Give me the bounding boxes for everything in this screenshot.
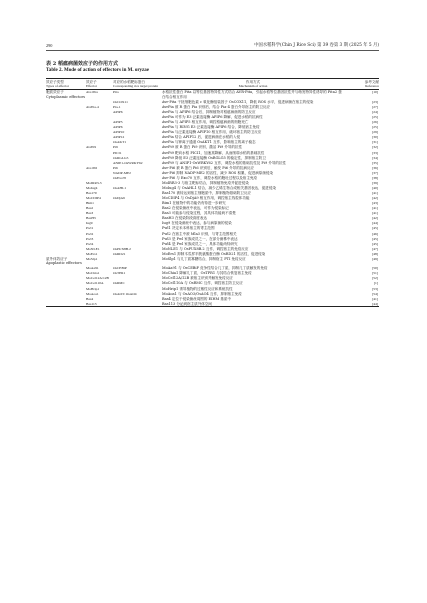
cell-reference: [48] xyxy=(372,251,378,256)
cell-mechanism: MoChia1 降解几丁质，OsTPR1 与其结合恢复宿主免疫 xyxy=(162,271,252,276)
cell-target-protein: OsRMC xyxy=(113,281,125,286)
cell-reference: [42] xyxy=(372,196,378,201)
cell-reference: [10] xyxy=(372,90,378,95)
cell-mechanism: Pwl2 在宿主中被 Mla3 识别，与寄主范围相关 xyxy=(162,231,237,236)
cell-reference: [37] xyxy=(372,170,378,175)
cell-target-protein: ANIP1-OsWRKY62 xyxy=(113,160,143,165)
cell-reference: [49] xyxy=(372,256,378,261)
cell-effector-name: Avr-Pita xyxy=(86,90,98,95)
col-header-type xyxy=(46,79,86,90)
cell-reference: [25] xyxy=(372,115,378,120)
cell-effector-name: MoHrip1 xyxy=(86,286,100,291)
cell-target-protein: OsAKT1 xyxy=(113,140,127,145)
cell-reference: [54] xyxy=(372,291,378,296)
cell-mechanism: AvrPia 可作为 E3 泛素连接酶 APIP6 降解，促进水稻的抗病性 xyxy=(162,115,263,120)
col-header-mechanism-en: Mechanism of action xyxy=(238,83,268,88)
cell-mechanism: AvrPia 被 R 蛋白 Pia 识别后，结合 Pia-4 蛋白介导宿主的防卫反应 xyxy=(162,104,270,109)
cell-effector-name: MoAoa1 xyxy=(86,291,99,296)
cell-mechanism: AvrPi9 降低 E3 泛素连接酶 OsRGLG5 的稳定性，抑制宿主防卫 xyxy=(162,155,266,160)
cell-mechanism: AvrPi9 靶向水稻 PICI1，加速其降解，从而削弱水稻的基础抗性 xyxy=(162,150,265,155)
cell-effector-name: Bim1 xyxy=(86,201,94,206)
cell-mechanism: BasH3 在侵染阶段高度表达 xyxy=(162,216,207,221)
table-body xyxy=(46,90,379,307)
cell-mechanism: MoAa91 与 OsCEBiP 竞争性结合几丁质，抑制几丁质触发的免疫 xyxy=(162,266,268,271)
cell-effector-name: Bas3 xyxy=(86,211,94,216)
cell-mechanism: Iug9 在侵染菌丝中表达，参与病原菌的侵染 xyxy=(162,221,232,226)
cell-target-protein xyxy=(113,301,162,307)
cell-mechanism: Avr-Pi6 被 R 蛋白 Pi6 识别后，触发 Pi6 介导的抗病反应 xyxy=(162,165,254,170)
cell-reference: [45] xyxy=(372,241,378,246)
cell-target-protein: APIP5 xyxy=(113,120,123,125)
col-header-effector xyxy=(86,79,113,90)
cell-mechanism: MoAoa1 与 OsAO3/OsAO4 互作，抑制宿主免疫 xyxy=(162,291,242,296)
cell-target-protein: OsRD21 xyxy=(113,251,126,256)
cell-reference: [36] xyxy=(372,165,378,170)
cell-effector-name: Bas170 xyxy=(86,191,97,196)
cell-target-protein: Pi9 xyxy=(113,145,118,150)
cell-target-protein: OsPUX8B.2 xyxy=(113,246,131,251)
cell-mechanism: MoIRR3-3 与宿主靶标结合，抑制植物免疫并促进侵染 xyxy=(162,180,249,185)
cell-reference: [38] xyxy=(372,175,378,180)
cell-effector-name: MoErs1 xyxy=(86,251,98,256)
cell-effector-name: Bas4 xyxy=(86,296,94,301)
cell-effector-name: BasH3 xyxy=(86,216,96,221)
cell-reference: [44] xyxy=(344,301,379,307)
cell-effector-name: MoCel12A/12B xyxy=(86,276,109,281)
cell-reference: [39] xyxy=(372,180,378,185)
journal-running-head: 中国水稻科学(Chin J Rice Sci) 第 39 卷第 3 期 (2025 年 5 月) xyxy=(254,43,379,48)
cell-mechanism: MoCel12A/12B 被宿主识别并触发免疫反应 xyxy=(162,276,233,281)
cell-reference: [31] xyxy=(372,140,378,145)
cell-mechanism: Pwl4 是 Pwl 家族成员之一，具体功能尚待研究 xyxy=(162,241,238,246)
cell-effector-name: Iug9 xyxy=(86,221,93,226)
col-header-reference xyxy=(344,79,379,90)
cell-reference: [41] xyxy=(372,206,378,211)
cell-reference: [41] xyxy=(372,191,378,196)
table-header xyxy=(46,79,379,90)
cell-mechanism: MoNLE1 与 OsPUX8B.2 互作，调控宿主的免疫反应 xyxy=(162,246,249,251)
cell-effector-name: MoCel110A xyxy=(86,281,104,286)
cell-mechanism: Bas2 在侵染菌丝中表达，可作为侵染标记 xyxy=(162,206,229,211)
cell-mechanism: AvrPia 与 APIP5 相互作用，调控稻瘟病菌的细胞死亡 xyxy=(162,120,249,125)
table-row xyxy=(46,90,379,100)
cell-effector-name: MoNLE1 xyxy=(86,246,100,251)
cell-mechanism: MoSlp1 与几丁质寡糖结合，抑制宿主 PTI 免疫反应 xyxy=(162,256,246,261)
table-row xyxy=(46,301,379,307)
cell-reference: [30] xyxy=(372,135,378,140)
cell-target-protein: APIP6 xyxy=(113,125,123,130)
cell-effector-name: Avr-Pi6 xyxy=(86,165,98,170)
cell-target-protein xyxy=(113,257,162,266)
cell-reference: [23] xyxy=(372,99,378,104)
col-header-target-en: Corresponding rice target protein xyxy=(113,83,159,88)
cell-target-protein: OsTPR1 xyxy=(113,271,126,276)
cell-reference: [46] xyxy=(372,231,378,236)
col-header-reference-en: Reference xyxy=(365,83,379,88)
cell-reference: [43] xyxy=(372,201,378,206)
cell-target-protein: APIP12 xyxy=(113,135,125,140)
cell-effector-name: MoIug4 xyxy=(86,185,98,190)
cell-reference: [34] xyxy=(372,155,378,160)
col-header-type-cn: 效应子类型 xyxy=(46,79,64,84)
cell-effector-name: AvrPia-4 xyxy=(86,104,99,109)
cell-reference: [41] xyxy=(372,296,378,301)
cell-target-protein: OsAHL1 xyxy=(113,185,127,190)
cell-mechanism: Bas4 定位于侵染菌丝周围的 EIHM 基质中 xyxy=(162,296,232,301)
table-caption-cn: 表 2 稻瘟病菌效应子的作用方式 xyxy=(46,61,118,67)
col-header-type-en: Types of effector xyxy=(46,83,70,88)
cell-mechanism: Bas3 可能参与侵染过程，其具体功能尚不清楚 xyxy=(162,211,236,216)
cell-reference: [51] xyxy=(372,271,378,276)
cell-effector-type: 质外体效应子 Apoplastic effectors xyxy=(46,256,82,266)
cell-effector-type: 胞质效应子 Cytoplasmic effectors xyxy=(46,90,86,99)
cell-target-protein: OsCEBiP xyxy=(113,266,127,271)
cell-reference: [32] xyxy=(372,145,378,150)
cell-mechanism: AvrPia 与泛素连接酶 APIP10 相互作用，破坏宿主的防卫反应 xyxy=(162,130,262,135)
cell-reference: [47] xyxy=(372,246,378,251)
cell-target-protein: Pita xyxy=(113,90,119,95)
cell-mechanism: Pwl1 决定禾本科宿主的寄主范围 xyxy=(162,226,215,231)
cell-mechanism: Avr-Pita 干扰细胞色素 c 氧化酶组装因子 OsCOX11，降低 ROS 水平，促进病菌在宿主的侵染 xyxy=(162,99,314,104)
cell-mechanism: MoCDIP4 与 OsDjA9 相互作用，调控宿主线粒体功能 xyxy=(162,196,250,201)
page-header xyxy=(0,0,427,56)
cell-mechanism: Pwl3 是 Pwl 家族成员之一，在部分菌株中表达 xyxy=(162,236,238,241)
cell-effector-name: Pwl3 xyxy=(86,236,94,241)
cell-target-protein: OsDjA9 xyxy=(113,196,125,201)
cell-effector-name: Bas2 xyxy=(86,206,94,211)
cell-mechanism: Avr-Pi6 抑制 NADP-ME2 的活性，减少 ROS 积累，促进病原菌侵染 xyxy=(162,170,273,175)
col-header-effector-en: Effector xyxy=(86,83,98,88)
cell-effector-name: Pwl4 xyxy=(86,241,94,246)
col-header-mechanism xyxy=(162,79,344,90)
cell-mechanism: AvrPi9 与 ANIP1-OsWRKY62 互作，调控水稻的基础抗性及 Pi9 介导的抗性 xyxy=(162,160,287,165)
cell-mechanism: AvrPia 结合 APIP12 后，促进病菌在水稻的入侵 xyxy=(162,135,241,140)
table-caption-en: Table 2. Mode of action of effectors in M. oryzae xyxy=(46,68,149,73)
cell-target-protein: Pia-1 xyxy=(113,104,121,109)
cell-target-protein: PICI1 xyxy=(113,150,122,155)
col-header-target xyxy=(113,79,162,90)
header-rule xyxy=(46,50,379,51)
cell-mechanism: MoHrip1 诱导植物的过敏性反应和系统抗性 xyxy=(162,286,233,291)
cell-target-protein: APIP10 xyxy=(113,130,125,135)
cell-mechanism: Bim1 在植物中的功能仍有待进一步研究 xyxy=(162,201,226,206)
cell-effector-name: Pwl1 xyxy=(86,226,94,231)
cell-effector-name: Bas113 xyxy=(86,301,113,307)
cell-mechanism: AvrPia 与 APIP6 结合后，抑制植物对稻瘟病菌的防卫反应 xyxy=(162,110,256,115)
cell-target-protein: OsCOX11 xyxy=(113,99,128,104)
cell-mechanism: MoCel110A 与 OsRMC 互作，调控宿主防卫反应 xyxy=(162,281,243,286)
cell-mechanism: AvrPia 与钾离子通道 OsAKT1 互作，影响宿主的离子稳态 xyxy=(162,140,256,145)
col-header-reference-cn: 参考文献 xyxy=(364,79,379,84)
col-header-target-cn: 对应的水稻靶标蛋白 xyxy=(113,79,145,84)
cell-effector-type xyxy=(46,301,86,307)
cell-reference: [41] xyxy=(372,211,378,216)
cell-reference: [33] xyxy=(372,150,378,155)
cell-mechanism: AvrPi9 被 R 蛋白 Pi9 识别，激活 Pi9 介导的抗性 xyxy=(162,145,243,150)
cell-effector-name: MoAa91 xyxy=(86,266,99,271)
cell-effector-name: MoChia1 xyxy=(86,271,100,276)
cell-effector-name: Pwl2 xyxy=(86,231,94,236)
cell-mechanism: Bas170 被转运到宿主细胞质中，抑制植物基础防卫反应 xyxy=(162,191,251,196)
cell-mechanism: 水稻抗性蛋白 Pita 以等位基因特异性方式结合 AVR-Pita，引起水稻等位基因抗性并与萌发特异性诱导的 Pita2 蛋白结合相互作用 xyxy=(162,90,342,99)
effector-table xyxy=(46,78,379,307)
cell-reference: [44] xyxy=(372,221,378,226)
cell-mechanism: MoErs1 抑制木瓜样半胱氨酸蛋白酶 OsRD21 的活性，促进侵染 xyxy=(162,251,266,256)
col-header-effector-cn: 效应子 xyxy=(86,79,97,84)
cell-effector-name: MoIRR3-3 xyxy=(86,180,102,185)
cell-reference: [29] xyxy=(372,130,378,135)
cell-effector-name: MoSlp1 xyxy=(86,256,98,261)
cell-mechanism: MoIug4 与 OsAHL1 结合，减少乙烯生物合成相关基因表达，促进侵染 xyxy=(162,185,276,190)
cell-reference: [1] xyxy=(373,281,378,286)
cell-reference: [24] xyxy=(372,110,378,115)
cell-mechanism: AvrPia 与 RING E3 泛素连接酶 APIP6 结合，降低宿主免疫 xyxy=(162,125,260,130)
cell-reference: [35] xyxy=(372,160,378,165)
cell-target-protein: OsExo70 xyxy=(113,175,127,180)
cell-reference: [26] xyxy=(372,120,378,125)
cell-reference: [52] xyxy=(372,276,378,281)
cell-reference: [40] xyxy=(372,185,378,190)
table-row xyxy=(46,257,379,266)
col-header-mechanism-cn: 作用方式 xyxy=(245,79,261,84)
cell-target-protein: APIP6 xyxy=(113,110,123,115)
cell-mechanism: Avr-Pi6 与 Exo70 互作，调控水稻的胞吐过程以及宿主免疫 xyxy=(162,175,258,180)
cell-reference: [42] xyxy=(372,216,378,221)
cell-effector-name: AvrPi9 xyxy=(86,145,96,150)
cell-mechanism: Bas113 分泌到宿主质外体空间 xyxy=(162,301,344,307)
cell-reference: [27] xyxy=(372,104,378,109)
cell-target-protein: NADP-ME2 xyxy=(113,170,131,175)
cell-target-protein: OsAO3/ OsAO4 xyxy=(113,291,137,296)
cell-reference: [45] xyxy=(372,226,378,231)
cell-reference: [50] xyxy=(372,266,378,271)
cell-target-protein: OsRGLG5 xyxy=(113,155,129,160)
cell-reference: [45] xyxy=(372,236,378,241)
cell-reference: [53] xyxy=(372,286,378,291)
page-number: 290 xyxy=(46,43,53,48)
cell-reference: [25] xyxy=(372,125,378,130)
cell-target-protein: Pi6 xyxy=(113,165,118,170)
cell-effector-name: MoCDIP4 xyxy=(86,196,101,201)
